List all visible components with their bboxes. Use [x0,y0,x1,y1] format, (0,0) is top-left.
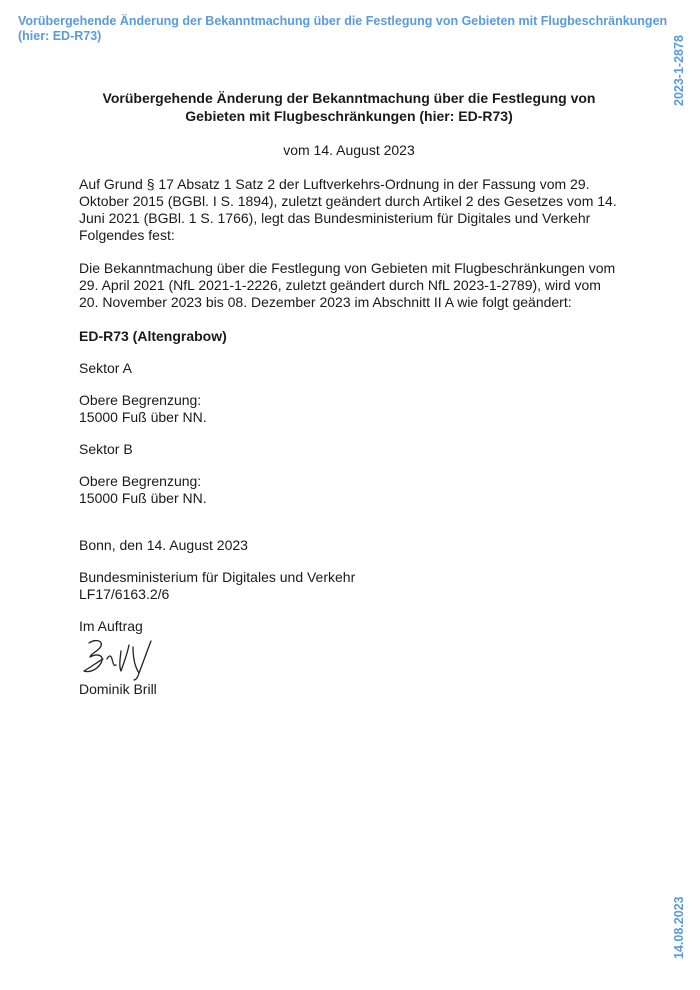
document-date: vom 14. August 2023 [283,142,415,158]
handwritten-signature [81,637,176,681]
restricted-area-heading: ED-R73 (Altengrabow) [79,328,227,344]
sector-b-label: Sektor B [79,441,133,457]
place-and-date: Bonn, den 14. August 2023 [79,537,248,553]
sector-a-upper-limit [79,392,619,426]
sector-a-limit-label: Obere Begrenzung: [79,392,202,408]
change-intro-paragraph: Die Bekanntmachung über die Festlegung von Gebieten mit Flugbeschränkungen vom 29. April 2021 (NfL 2021-1-2226, zuletzt geändert durch NfL 2023-1-2789), wird vom 20. November 2023 bis 08. Dezember 2023 im Abschnitt II A wie folgt geändert: [79,260,616,310]
preamble-paragraph: Auf Grund § 17 Absatz 1 Satz 2 der Luftverkehrs-Ordnung in der Fassung vom 29. Oktober 2015 (BGBl. I S. 1894), zuletzt geändert durch Artikel 2 des Gesetzes vom 14. Juni 2021 (BGBl. 1 S. 1766), legt das Bundesministerium für Digitales und Verkehr Folgendes fest: [79,176,617,243]
sector-a-limit-value: 15000 Fuß über NN. [79,409,207,425]
ministry-name: Bundesministerium für Digitales und Verkehr [79,569,356,585]
signer-name: Dominik Brill [79,681,157,697]
reference-number: 2023-1-2878 [672,35,686,106]
document-title: Vorübergehende Änderung der Bekanntmachung über die Festlegung von Gebieten mit Flugbeschränkungen (hier: ED-R73) [102,90,596,124]
header-banner-title: Vorübergehende Änderung der Bekanntmachung über die Festlegung von Gebieten mit Flugbeschränkungen (hier: ED-R73) [18,14,668,43]
sector-b-limit-value: 15000 Fuß über NN. [79,490,207,506]
sector-b-upper-limit [79,473,619,507]
file-reference: LF17/6163.2/6 [79,586,170,602]
sector-b-limit-label: Obere Begrenzung: [79,473,202,489]
on-behalf-line: Im Auftrag [79,618,143,634]
document-body [79,90,619,698]
authority-block [79,569,619,603]
publication-date: 14.08.2023 [672,896,686,959]
sector-a-label: Sektor A [79,360,132,376]
